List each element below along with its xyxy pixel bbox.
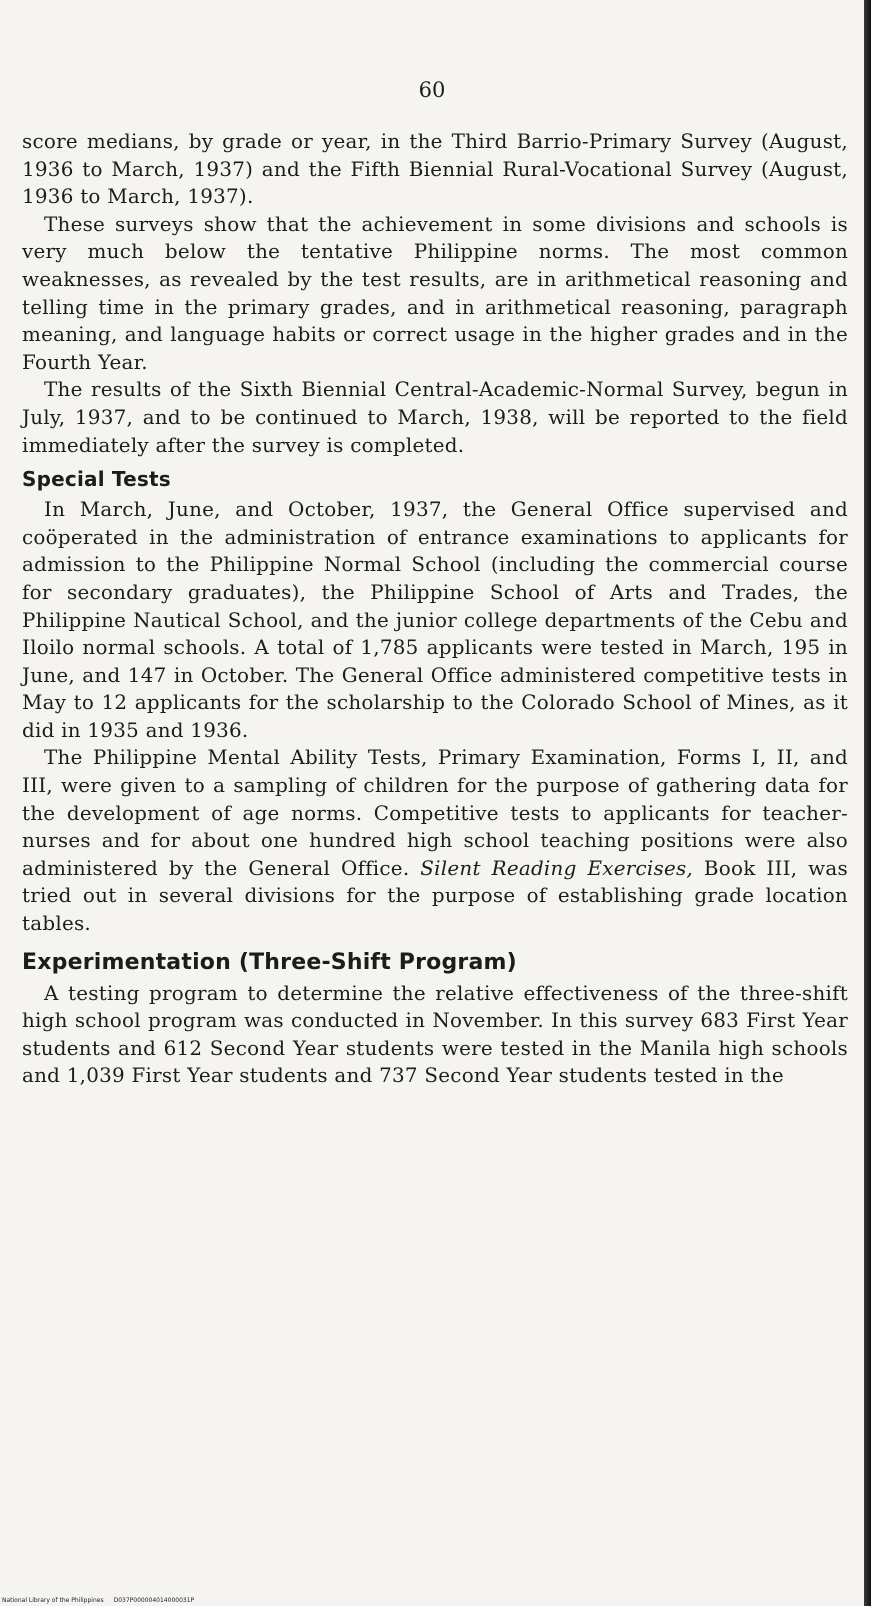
paragraph-text: Book III, was tried out in several divisions for the purpose of establishing grade location tables. xyxy=(22,856,849,936)
scan-edge xyxy=(864,0,871,1606)
paragraph-text: The Philippine Mental Ability Tests, Primary Examination, Forms I, II, and III, were given to a sampling of children for the purpose of gathering data for the development of age norms. Competitive tests to applicants for teacher-nurses and for about one hundred high school teaching positions were also administered by the General Office. xyxy=(22,746,848,880)
paragraph: A testing program to determine the relative effectiveness of the three-shift high school program was conducted in November. In this survey 683 First Year students and 612 Second Year students were tested in the Manila high schools and 1,039 First Year students and 737 Second Year students tested in the xyxy=(22,981,848,1088)
section-heading-special-tests: Special Tests xyxy=(22,467,171,492)
paragraph: score medians, by grade or year, in the Third Barrio-Primary Survey (August, 1936 to March, 1937) and the Fifth Biennial Rural-Vocational Survey (August, 1936 to March, 1937). xyxy=(22,130,848,209)
paragraph xyxy=(22,744,848,937)
body-text xyxy=(22,128,848,1090)
footer-code: D037P000004014000031P xyxy=(113,1597,195,1604)
section-heading-experimentation: Experimentation (Three-Shift Program) xyxy=(22,949,517,975)
book-title: Silent Reading Exercises, xyxy=(420,856,693,880)
page-number: 60 xyxy=(418,78,446,102)
paragraph: In March, June, and October, 1937, the General Office supervised and coöperated in the administration of entrance examinations to applicants for admission to the Philippine Normal School (including the commercial course for secondary graduates), the Philippine School of Arts and Trades, the Philippine Nautical School, and the junior college departments of the Cebu and Iloilo normal schools. A total of 1,785 applicants were tested in March, 195 in June, and 147 in October. The General Office administered competitive tests in May to 12 applicants for the scholarship to the Colorado School of Mines, as it did in 1935 and 1936. xyxy=(22,498,848,742)
footer-library: National Library of the Philippines xyxy=(2,1597,104,1604)
paragraph: These surveys show that the achievement in some divisions and schools is very much below the tentative Philippine norms. The most common weaknesses, as revealed by the test results, are in arithmetical reasoning and telling time in the primary grades, and in arithmetical reasoning, paragraph meaning, and language habits or correct usage in the higher grades and in the Fourth Year. xyxy=(22,212,848,374)
scan-footer xyxy=(2,1597,194,1604)
paragraph: The results of the Sixth Biennial Central-Academic-Normal Survey, begun in July, 1937, and to be continued to March, 1938, will be reported to the field immediately after the survey is completed. xyxy=(22,378,848,457)
